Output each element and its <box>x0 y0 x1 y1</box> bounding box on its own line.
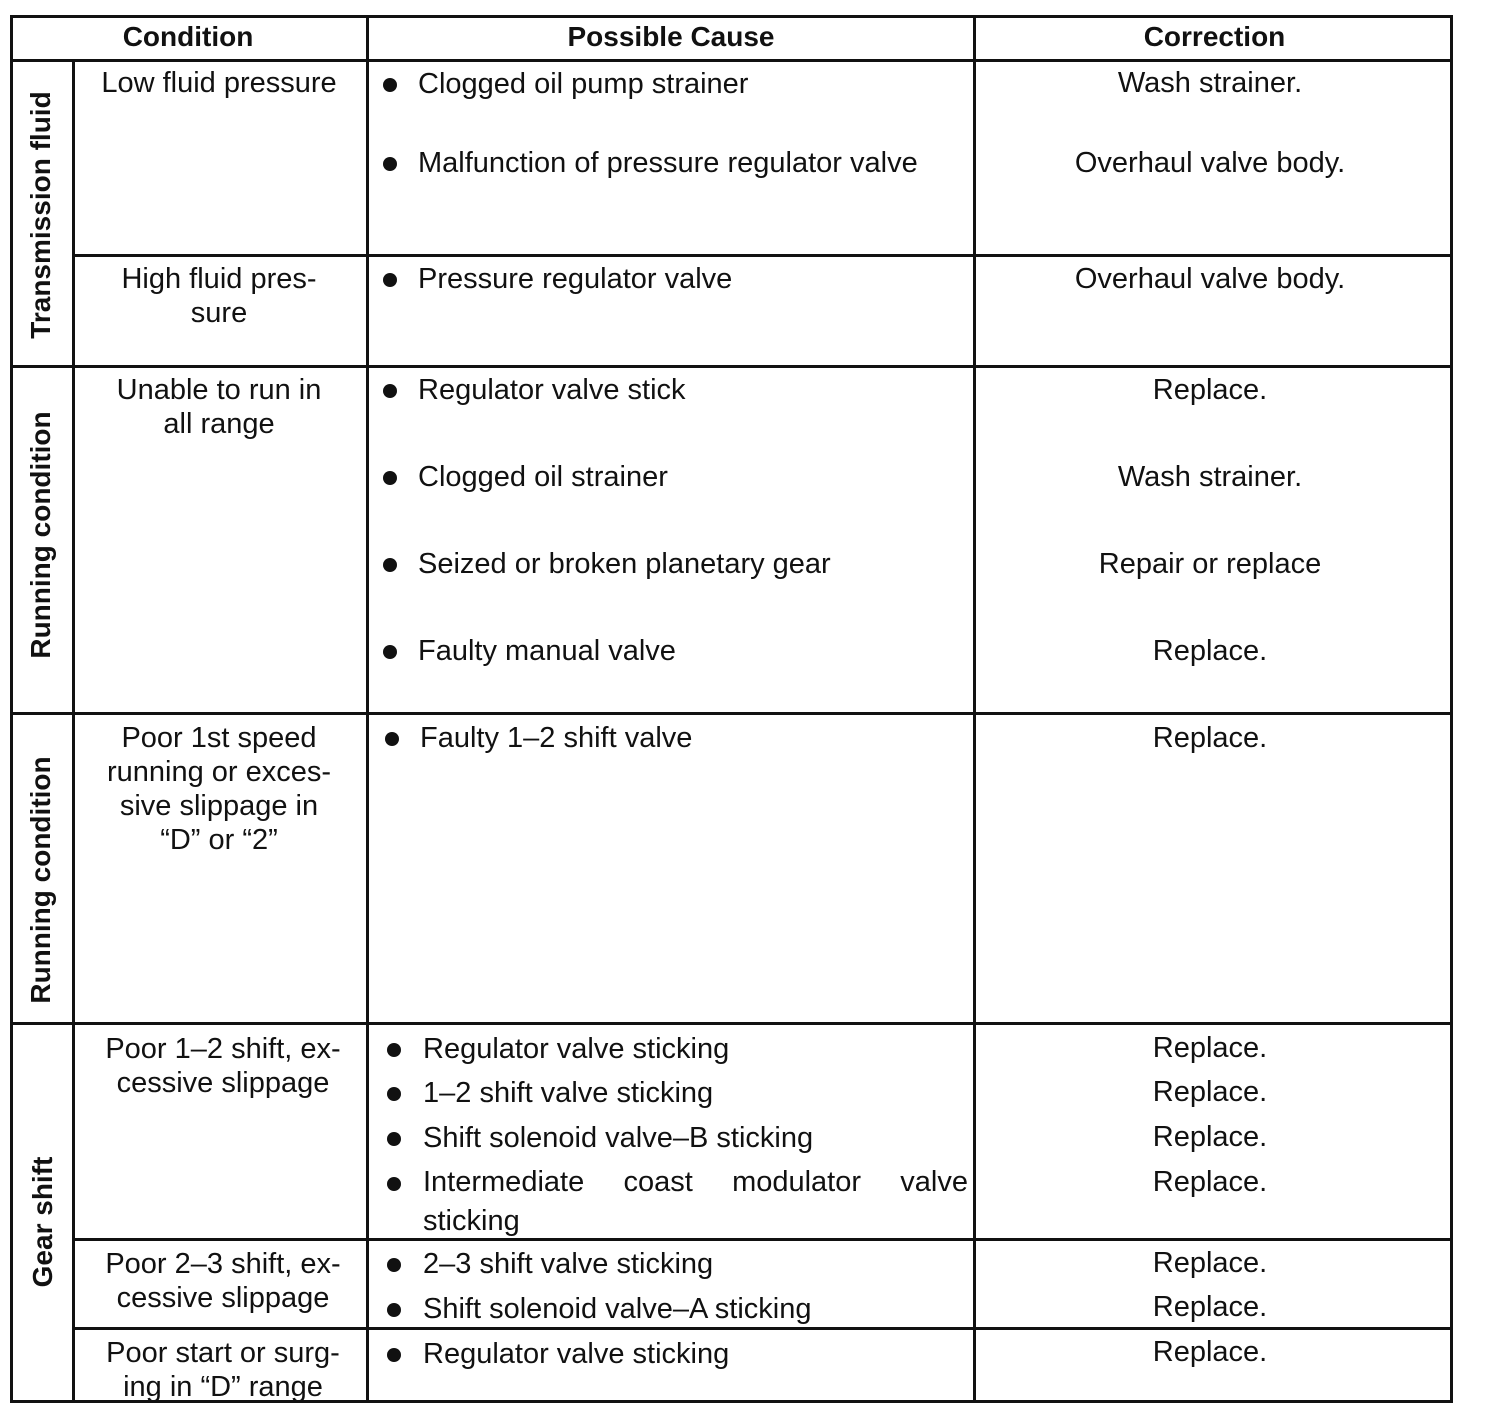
cause-text: Faulty 1–2 shift valve <box>420 722 693 754</box>
row-divider <box>72 254 1453 257</box>
group-label: Transmission fluid <box>25 91 56 339</box>
group-column-divider <box>72 59 75 1403</box>
cause-text: Pressure regulator valve <box>418 263 733 295</box>
condition-cell <box>78 262 360 330</box>
condition-line: cessive slippage <box>116 1067 330 1099</box>
bullet <box>387 1043 401 1057</box>
condition-line: Poor 1–2 shift, ex- <box>105 1033 341 1065</box>
condition-line: Poor start or surg- <box>106 1337 340 1369</box>
group-label: Gear shift <box>27 1156 58 1288</box>
header-correction: Correction <box>1143 21 1286 52</box>
condition-line: “D” or “2” <box>160 824 278 856</box>
condition-cell <box>78 1032 368 1100</box>
condition-line: cessive slippage <box>116 1282 330 1314</box>
correction-text: Replace. <box>1152 1336 1268 1368</box>
condition-cell: Low fluid pressure <box>101 67 337 99</box>
bullet <box>385 732 399 746</box>
cause-text: Shift solenoid valve–A sticking <box>423 1293 812 1325</box>
cause-text: Clogged oil pump strainer <box>418 68 749 100</box>
correction-text: Repair or replace <box>1098 548 1322 580</box>
header-divider <box>10 59 1453 62</box>
correction-text: Replace. <box>1152 1121 1268 1153</box>
correction-text: Wash strainer. <box>1117 461 1303 493</box>
condition-line: sure <box>190 297 248 329</box>
correction-text: Replace. <box>1152 374 1268 406</box>
condition-line: Poor 2–3 shift, ex- <box>105 1248 341 1280</box>
cause-text: Regulator valve sticking <box>423 1033 730 1065</box>
cause-text: 2–3 shift valve sticking <box>423 1248 714 1280</box>
bullet <box>383 384 397 398</box>
condition-cell <box>78 1247 368 1315</box>
condition-cell <box>78 721 360 857</box>
row-divider <box>72 1327 1453 1330</box>
bullet <box>387 1132 401 1146</box>
correction-text: Wash strainer. <box>1117 67 1303 99</box>
bullet <box>383 645 397 659</box>
header-condition: Condition <box>122 21 254 52</box>
cause-text: Intermediate coast modulator valve sticking <box>423 1166 968 1237</box>
condition-cell <box>78 1336 368 1404</box>
correction-text: Replace. <box>1152 1166 1268 1198</box>
group-divider <box>10 1022 1453 1025</box>
correction-text: Replace. <box>1152 1291 1268 1323</box>
cause-text: Clogged oil strainer <box>418 461 668 493</box>
correction-text: Replace. <box>1152 1076 1268 1108</box>
condition-line: sive slippage in <box>119 790 319 822</box>
condition-line: all range <box>163 408 275 440</box>
header-possible-cause: Possible Cause <box>567 21 775 52</box>
cause-text: 1–2 shift valve sticking <box>423 1077 714 1109</box>
condition-line: High fluid pres- <box>121 263 317 295</box>
correction-text: Overhaul valve body. <box>1074 263 1346 295</box>
bullet <box>383 78 397 92</box>
correction-text: Replace. <box>1152 635 1268 667</box>
cause-text: Shift solenoid valve–B sticking <box>423 1122 814 1154</box>
bullet <box>387 1258 401 1272</box>
condition-line: Unable to run in <box>116 374 322 406</box>
cause-text: Malfunction of pressure regulator valve <box>418 147 918 179</box>
condition-column-divider <box>366 15 369 1403</box>
cause-text: Regulator valve stick <box>418 374 686 406</box>
condition-line: running or exces- <box>106 756 332 788</box>
correction-text: Replace. <box>1152 1247 1268 1279</box>
cause-text: Regulator valve sticking <box>423 1338 730 1370</box>
bullet <box>387 1303 401 1317</box>
condition-line: Poor 1st speed <box>121 722 317 754</box>
group-divider <box>10 365 1453 368</box>
bullet <box>383 558 397 572</box>
correction-text: Replace. <box>1152 1032 1268 1064</box>
bullet <box>387 1177 401 1191</box>
bullet <box>383 273 397 287</box>
group-divider <box>10 712 1453 715</box>
bullet <box>387 1087 401 1101</box>
cause-text: Seized or broken planetary gear <box>418 548 831 580</box>
condition-cell <box>78 373 360 441</box>
bullet <box>387 1348 401 1362</box>
group-label: Running condition <box>25 411 56 659</box>
correction-text: Overhaul valve body. <box>1074 147 1346 179</box>
condition-line: ing in “D” range <box>123 1371 323 1403</box>
correction-text: Replace. <box>1152 722 1268 754</box>
cause-text: Faulty manual valve <box>418 635 676 667</box>
bullet <box>383 157 397 171</box>
group-label: Running condition <box>25 756 56 1004</box>
bullet <box>383 471 397 485</box>
